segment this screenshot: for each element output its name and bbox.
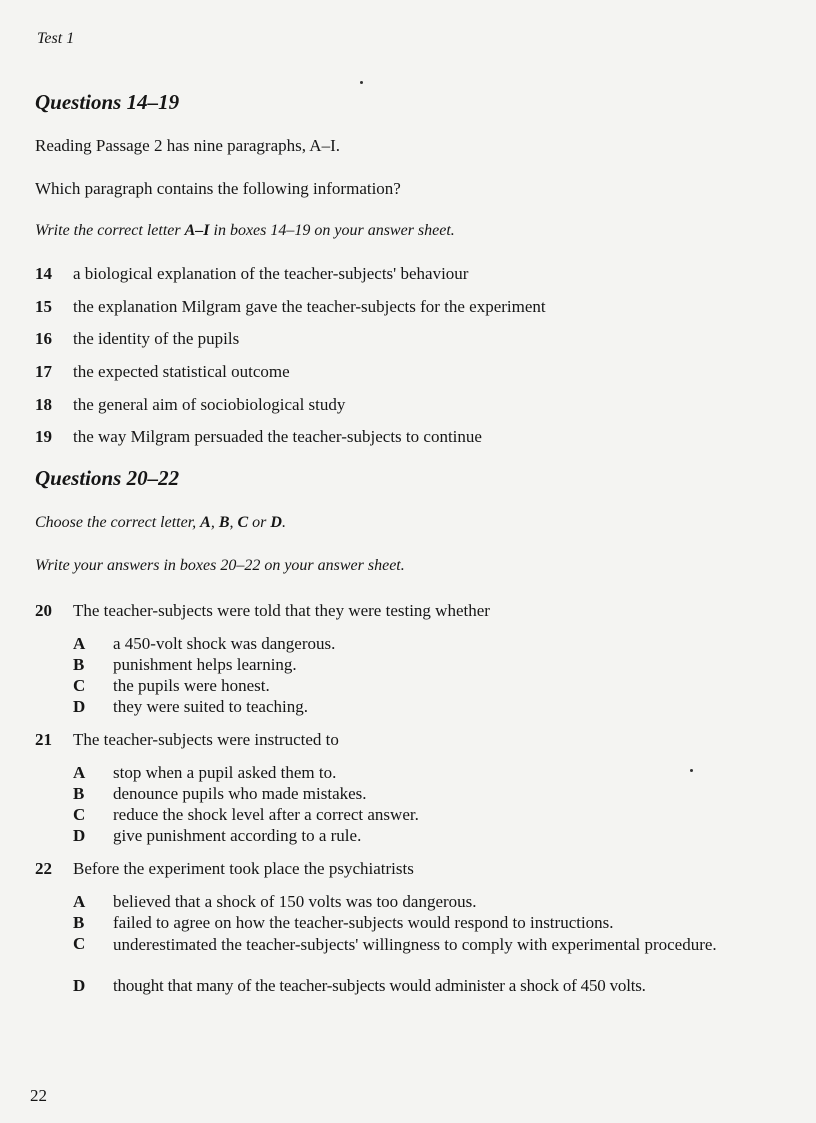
question-text: The teacher-subjects were instructed to bbox=[73, 730, 339, 749]
question-text: the expected statistical outcome bbox=[73, 362, 290, 381]
intro-paragraph-count: Reading Passage 2 has nine paragraphs, A–I. bbox=[35, 136, 340, 155]
option-row bbox=[73, 763, 336, 783]
question-number: 21 bbox=[35, 730, 52, 749]
scan-speck bbox=[690, 769, 693, 772]
question-number: 14 bbox=[35, 264, 52, 283]
option-letter: B bbox=[73, 784, 85, 803]
question-text: the explanation Milgram gave the teacher-subjects for the experiment bbox=[73, 297, 546, 316]
question-number: 20 bbox=[35, 601, 52, 620]
option-text: stop when a pupil asked them to. bbox=[113, 763, 337, 782]
option-row bbox=[73, 655, 297, 675]
option-row bbox=[73, 934, 753, 955]
instruction-letters: A–I bbox=[184, 222, 210, 239]
option-row bbox=[73, 913, 614, 933]
section-title-20-22: Questions 20–22 bbox=[35, 466, 180, 490]
option-text: they were suited to teaching. bbox=[113, 697, 308, 716]
option-letter: A bbox=[73, 634, 86, 653]
instruction-pre: Write the correct letter bbox=[35, 222, 185, 239]
page-number: 22 bbox=[30, 1086, 47, 1105]
question-text: the way Milgram persuaded the teacher-subjects to continue bbox=[73, 427, 482, 446]
option-text: give punishment according to a rule. bbox=[113, 826, 362, 845]
question-text: The teacher-subjects were told that they were testing whether bbox=[73, 601, 490, 620]
question-number: 19 bbox=[35, 427, 52, 446]
option-row bbox=[73, 976, 646, 996]
option-letter: B bbox=[73, 913, 85, 932]
option-text: reduce the shock level after a correct answer. bbox=[113, 805, 419, 824]
question-number: 16 bbox=[35, 329, 52, 348]
option-text: underestimated the teacher-subjects' willingness to comply with experimental procedure. bbox=[113, 935, 717, 954]
question-text: Before the experiment took place the psychiatrists bbox=[73, 859, 414, 878]
option-row bbox=[73, 892, 477, 912]
option-row bbox=[73, 676, 270, 696]
scan-speck bbox=[360, 81, 363, 84]
instruction-write-letter bbox=[35, 222, 455, 240]
mcq-stem bbox=[35, 730, 339, 750]
option-letter: C bbox=[73, 934, 86, 953]
instruction-post: in boxes 14–19 on your answer sheet. bbox=[209, 222, 455, 239]
option-letter: B bbox=[73, 655, 85, 674]
question-number: 22 bbox=[35, 859, 52, 878]
intro-question: Which paragraph contains the following information? bbox=[35, 179, 401, 198]
option-text: thought that many of the teacher-subjects would administer a shock of 450 volts. bbox=[113, 976, 646, 995]
option-text: believed that a shock of 150 volts was too dangerous. bbox=[113, 892, 477, 911]
question-text: the identity of the pupils bbox=[73, 329, 240, 348]
option-letter: D bbox=[73, 697, 86, 716]
option-row bbox=[73, 784, 367, 804]
mcq-stem bbox=[35, 859, 414, 879]
option-row bbox=[73, 826, 361, 846]
option-letter: D bbox=[73, 826, 86, 845]
option-text: a 450-volt shock was dangerous. bbox=[113, 634, 336, 653]
question-row bbox=[35, 264, 468, 284]
instr-letter-c: C bbox=[237, 514, 249, 531]
question-number: 15 bbox=[35, 297, 52, 316]
question-number: 17 bbox=[35, 362, 52, 381]
option-row bbox=[73, 634, 335, 654]
option-text: punishment helps learning. bbox=[113, 655, 297, 674]
option-text: the pupils were honest. bbox=[113, 676, 270, 695]
instr-letter-d: D bbox=[270, 514, 282, 531]
instr-letter-b: B bbox=[218, 514, 230, 531]
instruction-write-answers: Write your answers in boxes 20–22 on your answer sheet. bbox=[35, 557, 405, 574]
running-header: Test 1 bbox=[37, 30, 75, 47]
question-text: a biological explanation of the teacher-subjects' behaviour bbox=[73, 264, 469, 283]
option-letter: D bbox=[73, 976, 86, 995]
option-row bbox=[73, 697, 308, 717]
question-row bbox=[35, 297, 546, 317]
option-text: failed to agree on how the teacher-subjects would respond to instructions. bbox=[113, 913, 614, 932]
question-row bbox=[35, 362, 290, 382]
question-row bbox=[35, 427, 482, 447]
option-letter: C bbox=[73, 805, 86, 824]
instr-or: or bbox=[248, 514, 271, 531]
instruction-choose-letter: Choose the correct letter, A, B, C or D. bbox=[35, 514, 286, 531]
mcq-stem bbox=[35, 601, 490, 621]
option-row bbox=[73, 805, 419, 825]
instr-letter-a: A bbox=[200, 514, 211, 531]
question-number: 18 bbox=[35, 395, 52, 414]
instr-choose-pre: Choose the correct letter, bbox=[35, 514, 201, 531]
option-letter: A bbox=[73, 892, 86, 911]
question-row bbox=[35, 329, 239, 349]
option-text: denounce pupils who made mistakes. bbox=[113, 784, 367, 803]
question-text: the general aim of sociobiological study bbox=[73, 395, 346, 414]
section-title-14-19: Questions 14–19 bbox=[35, 90, 180, 114]
option-letter: C bbox=[73, 676, 86, 695]
option-letter: A bbox=[73, 763, 86, 782]
question-row bbox=[35, 395, 345, 415]
